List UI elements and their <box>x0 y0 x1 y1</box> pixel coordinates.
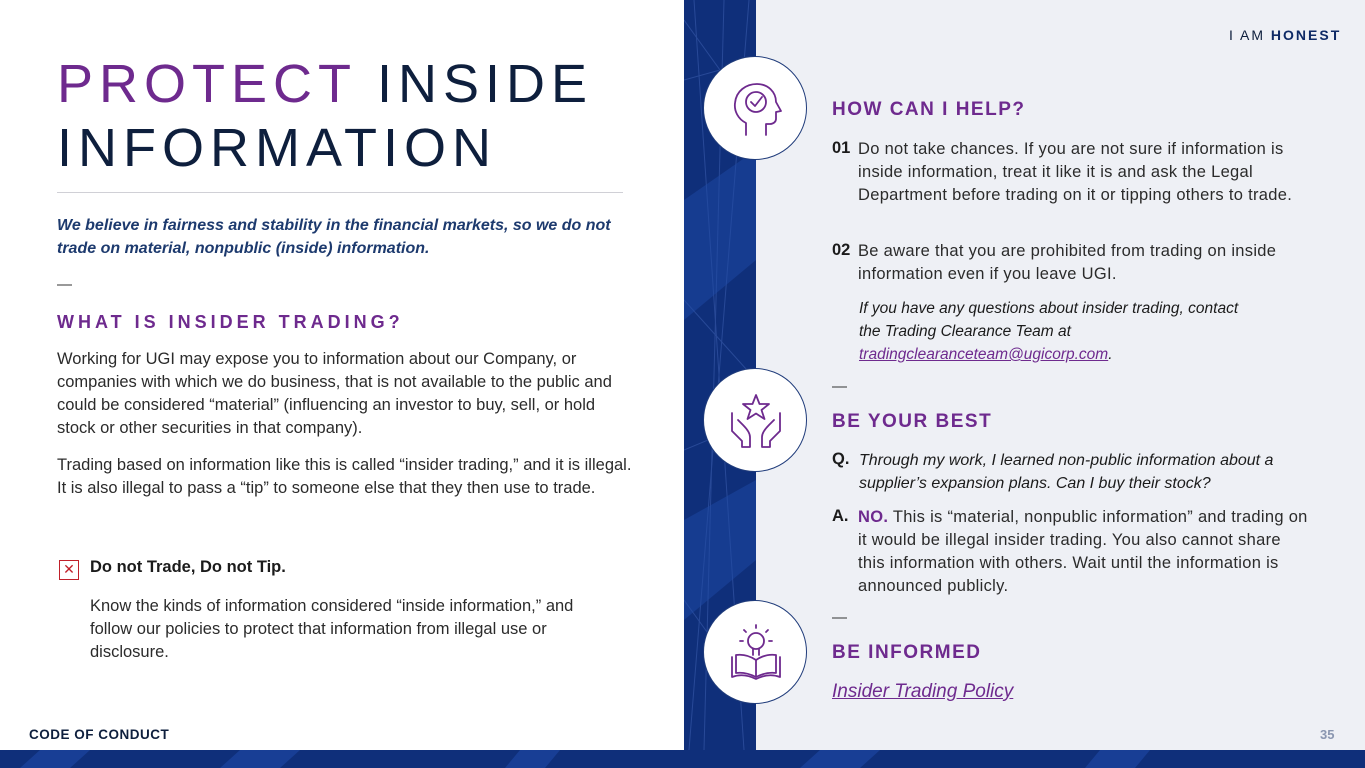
section-heading-insider-trading: WHAT IS INSIDER TRADING? <box>57 312 404 332</box>
head-check-icon <box>703 56 807 160</box>
hands-star-icon <box>703 368 807 472</box>
left-column <box>0 0 684 750</box>
value-tag-prefix: I AM <box>1229 27 1266 43</box>
item-number-01: 01 <box>832 139 851 157</box>
intro-statement: We believe in fairness and stability in the financial markets, so we do not trade on material, nonpublic (inside) information. <box>57 217 611 257</box>
answer-block <box>858 506 1308 598</box>
bottom-decorative-band <box>0 750 1365 768</box>
paragraph-insider-trading: Trading based on information like this is called “insider trading,” and it is illegal. It is also illegal to pass a “tip” to someone else that they then use to trade. <box>57 456 632 497</box>
rule-text: Know the kinds of information considered “inside information,” and follow our policies to protect that information from illegal use or disclosure. <box>90 597 574 661</box>
contact-note <box>859 297 1259 366</box>
heading-be-your-best: BE YOUR BEST <box>832 411 993 432</box>
heading-be-informed: BE INFORMED <box>832 642 982 663</box>
bulb-book-icon <box>703 600 807 704</box>
title-accent: PROTECT <box>57 54 357 114</box>
value-tag-value: HONEST <box>1270 27 1342 43</box>
insider-trading-policy-link[interactable]: Insider Trading Policy <box>832 681 1014 702</box>
contact-note-end: . <box>1108 346 1113 363</box>
email-link[interactable]: tradingclearanceteam@ugicorp.com <box>859 346 1109 363</box>
help-item-02: Be aware that you are prohibited from trading on inside information even if you leave UGI. <box>858 242 1277 283</box>
prohibited-x-icon: ✕ <box>59 560 79 580</box>
answer-text: This is “material, nonpublic information” and trading on it would be illegal insider trading. You also cannot share this information with others. Wait until the information is announced publicly. <box>858 508 1308 595</box>
heading-how-can-i-help: HOW CAN I HELP? <box>832 99 1026 120</box>
rule-title: Do not Trade, Do not Tip. <box>90 558 286 576</box>
help-item-01: Do not take chances. If you are not sure if information is inside information, treat it like it is and ask the Legal Department before trading on it or tipping others to trade. <box>858 140 1293 204</box>
title-rest-1: INSIDE <box>356 54 594 114</box>
answer-no: NO. <box>858 508 889 526</box>
question-label: Q. <box>832 450 850 468</box>
divider-dash-1: — <box>832 378 847 395</box>
item-number-02: 02 <box>832 241 851 259</box>
answer-label: A. <box>832 507 849 525</box>
title-rest-2: INFORMATION <box>57 118 497 178</box>
footer-brand: CODE OF CONDUCT <box>29 727 170 742</box>
divider-dash-2: — <box>832 609 847 626</box>
value-tag <box>1229 27 1341 43</box>
title-divider <box>57 192 623 193</box>
contact-note-text: If you have any questions about insider trading, contact the Trading Clearance Team at <box>859 300 1239 340</box>
question-text: Through my work, I learned non-public information about a supplier’s expansion plans. Can I buy their stock? <box>859 452 1274 492</box>
section-dash: — <box>57 276 72 293</box>
page-title <box>57 52 657 180</box>
paragraph-material-info: Working for UGI may expose you to information about our Company, or companies with which we do business, that is not available to the public and could be considered “material” (influencing an investor to buy, sell, or hold stock or other securities in that company). <box>57 350 612 437</box>
page-number: 35 <box>1320 727 1335 742</box>
